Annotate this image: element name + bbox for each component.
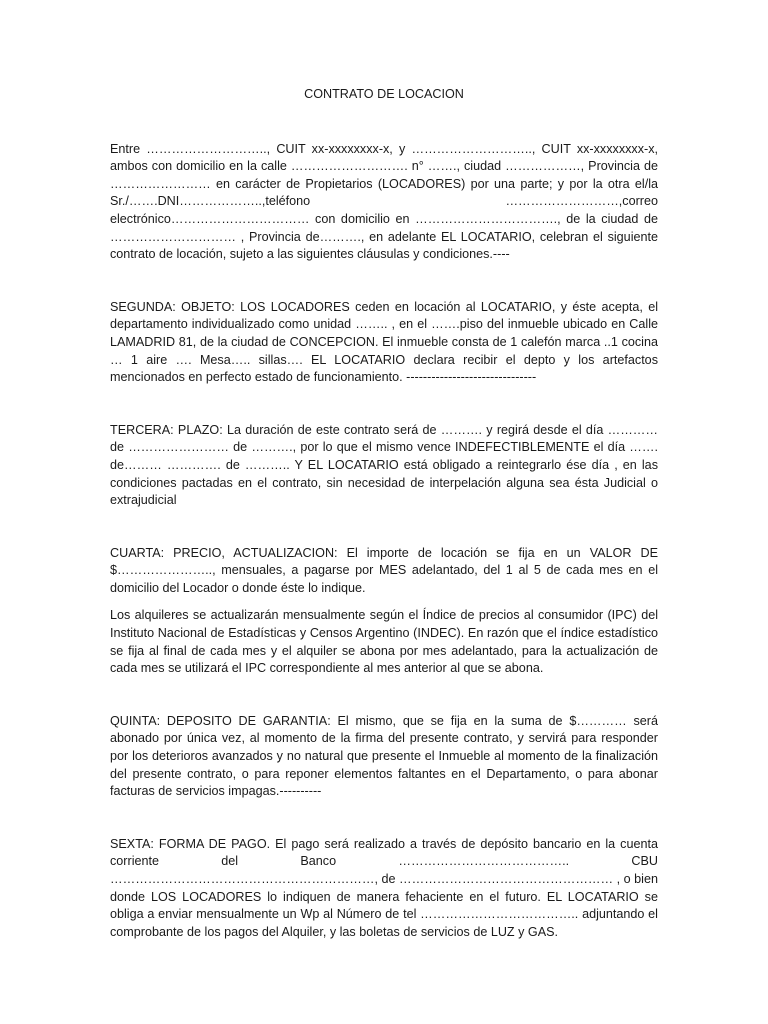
paragraph-quinta-deposito: QUINTA: DEPOSITO DE GARANTIA: El mismo, que se fija en la suma de $………… será abonado por única vez, al momento de la firma del presente contrato, y servirá para responder por los deterioros avanzados y no natural que presente el Inmueble al momento de la finalización del presente contrato, o para reponer elementos faltantes en el Departamento, o para abonar facturas de servicios impagas.---------- bbox=[110, 713, 658, 799]
document-body bbox=[110, 86, 658, 941]
paragraph-parties: Entre ……………………….., CUIT xx-xxxxxxxx-x, y ……………………….., CUIT xx-xxxxxxxx-x, ambos con domicilio en la calle ………………………. n° ……., ciudad ………………, Provincia de …………………… en carácter de Propietarios (LOCADORES) por una parte; y por la otra el/la Sr./…….DNI………………..,teléfono ………………………,correo electrónico…………………………… con domicilio en ……………………………., de la ciudad de ………………………… , Provincia de………., en adelante EL LOCATARIO, celebran el siguiente contrato de locación, sujeto a las siguientes cláusulas y condiciones.---- bbox=[110, 141, 658, 262]
paragraph-tercera-plazo: TERCERA: PLAZO: La duración de este contrato será de ………. y regirá desde el día …………de …………………… de ………., por lo que el mismo vence INDEFECTIBLEMENTE el día ……. de……… …………. de ……….. Y EL LOCATARIO está obligado a reintegrarlo ése día , en las condiciones pactadas en el contrato, sin necesidad de interpelación alguna sea ésta Judicial o extrajudicial bbox=[110, 422, 658, 508]
paragraph-segunda-objeto: SEGUNDA: OBJETO: LOS LOCADORES ceden en locación al LOCATARIO, y éste acepta, el departamento individualizado como unidad …….. , en el …….piso del inmueble ubicado en Calle LAMADRID 81, de la ciudad de CONCEPCION. El inmueble consta de 1 calefón marca ..1 cocina … 1 aire …. Mesa….. sillas…. EL LOCATARIO declara recibir el depto y los artefactos mencionados en perfecto estado de funcionamiento. ------------------------------- bbox=[110, 299, 658, 385]
paragraph-sexta-forma-de-pago: SEXTA: FORMA DE PAGO. El pago será realizado a través de depósito bancario en la cuenta corriente del Banco ………………………………….. CBU ………………………………………………………, de …………………………………………… , o bien donde LOS LOCADORES lo indiquen de manera fehaciente en el futuro. EL LOCATARIO se obliga a enviar mensualmente un Wp al Número de tel ……………………………….. adjuntando el comprobante de los pagos del Alquiler, y las boletas de servicios de LUZ y GAS. bbox=[110, 836, 658, 939]
paragraph-cuarta-precio: CUARTA: PRECIO, ACTUALIZACION: El importe de locación se fija en un VALOR DE $………………….., mensuales, a pagarse por MES adelantado, del 1 al 5 de cada mes en el domicilio del Locador o donde éste lo indique. bbox=[110, 545, 658, 595]
document-title: CONTRATO DE LOCACION bbox=[304, 87, 464, 101]
paragraph-actualizacion-ipc: Los alquileres se actualizarán mensualmente según el Índice de precios al consumidor (IPC) del Instituto Nacional de Estadísticas y Censos Argentino (INDEC). En razón que el índice estadístico se fija al final de cada mes y el alquiler se abona por mes adelantado, para la actualización de cada mes se utilizará el IPC correspondiente al mes anterior al que se abona. bbox=[110, 608, 658, 676]
